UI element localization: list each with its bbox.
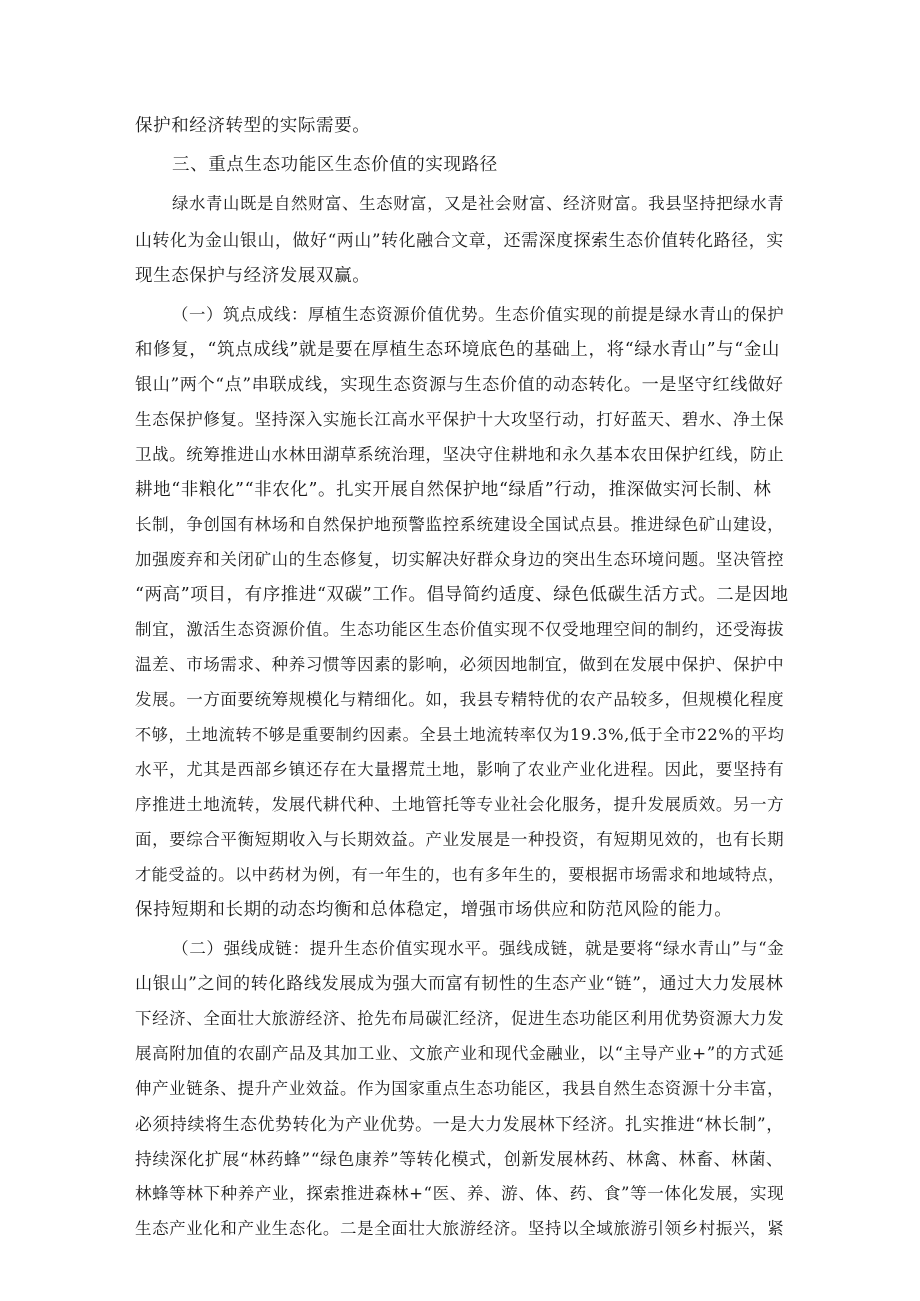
text-line: 卫战。统筹推进山水林田湖草系统治理，坚决守住耕地和永久基本农田保护红线，防止 [135,445,785,464]
text-line: 面，要综合平衡短期收入与长期效益。产业发展是一种投资，有短期见效的，也有长期 [135,830,785,849]
text-line: 银山”两个“点”串联成线，实现生态资源与生态价值的动态转化。一是坚守红线做好 [135,375,784,395]
text-line: 水平，尤其是西部乡镇还存在大量撂荒土地，影响了农业产业化进程。因此，要坚持有 [135,760,785,779]
text-line: 耕地“非粮化”“非农化”。扎实开展自然保护地“绿盾”行动，推深做实河长制、林 [135,480,772,500]
text-line: 持续深化扩展“林药蜂”“绿色康养”等转化模式，创新发展林药、林禽、林畜、林菌、 [135,1149,784,1169]
text-line: 保持短期和长期的动态均衡和总体稳定，增强市场供应和防范风险的能力。 [135,900,733,920]
text-line: 林蜂等林下种养产业，探索推进森林+“医、养、游、体、药、食”等一体化发展，实现 [135,1184,785,1203]
text-line: 不够，土地流转不够是重要制约因素。全县土地流转率仅为19.3%,低于全市22%的平均 [135,725,785,744]
text-line: 温差、市场需求、种养习惯等因素的影响，必须因地制宜，做到在发展中保护、保护中 [135,655,785,674]
text-line: 生态产业化和产业生态化。二是全面壮大旅游经济。坚持以全域旅游引领乡村振兴，紧 [135,1219,785,1238]
text-line: 才能受益的。以中药材为例，有一年生的，也有多年生的，要根据市场需求和地域特点， [135,865,785,884]
text-line: 绿水青山既是自然财富、生态财富，又是社会财富、经济财富。我县坚持把绿水青 [172,194,785,213]
text-line: 伸产业链条、提升产业效益。作为国家重点生态功能区，我县自然生态资源十分丰富， [135,1079,785,1098]
text-line: 必须持续将生态优势转化为产业优势。一是大力发展林下经济。扎实推进“林长制”， [135,1114,784,1134]
text-line: “两高”项目，有序推进“双碳”工作。倡导简约适度、绿色低碳生活方式。二是因地 [135,585,789,605]
text-line: 山银山”之间的转化路线发展成为强大而富有韧性的生态产业“链”，通过大力发展林 [135,974,784,994]
text-line: 长制，争创国有林场和自然保护地预警监控系统建设全国试点县。推进绿色矿山建设， [135,515,785,534]
text-line: 制宜，激活生态资源价值。生态功能区生态价值实现不仅受地理空间的制约，还受海拔 [135,620,785,639]
text-line: 加强废弃和关闭矿山的生态修复，切实解决好群众身边的突出生态环境问题。坚决管控 [135,550,785,569]
text-line: 山转化为金山银山，做好“两山”转化融合文章，还需深度探索生态价值转化路径，实 [135,230,784,250]
section-heading: 三、重点生态功能区生态价值的实现路径 [172,155,498,175]
text-line: （一）筑点成线：厚植生态资源价值优势。生态价值实现的前提是绿水青山的保护 [172,305,785,324]
text-line: 下经济、全面壮大旅游经济、抢先布局碳汇经济，促进生态功能区利用优势资源大力发 [135,1009,785,1028]
text-line: 保护和经济转型的实际需要。 [135,116,371,136]
text-line: 展高附加值的农副产品及其加工业、文旅产业和现代金融业，以“主导产业+”的方式延 [135,1044,785,1063]
text-line: 序推进土地流转，发展代耕代种、土地管托等专业社会化服务，提升发展质效。另一方 [135,795,785,814]
text-line: 发展。一方面要统筹规模化与精细化。如，我县专精特优的农产品较多，但规模化程度 [135,690,785,709]
text-line: 现生态保护与经济发展双赢。 [135,266,371,286]
text-line: 生态保护修复。坚持深入实施长江高水平保护十大攻坚行动，打好蓝天、碧水、净土保 [135,410,785,429]
text-line: （二）强线成链：提升生态价值实现水平。强线成链，就是要将“绿水青山”与“金 [172,939,785,958]
text-line: 和修复，“筑点成线”就是要在厚植生态环境底色的基础上，将“绿水青山”与“金山 [135,340,781,360]
